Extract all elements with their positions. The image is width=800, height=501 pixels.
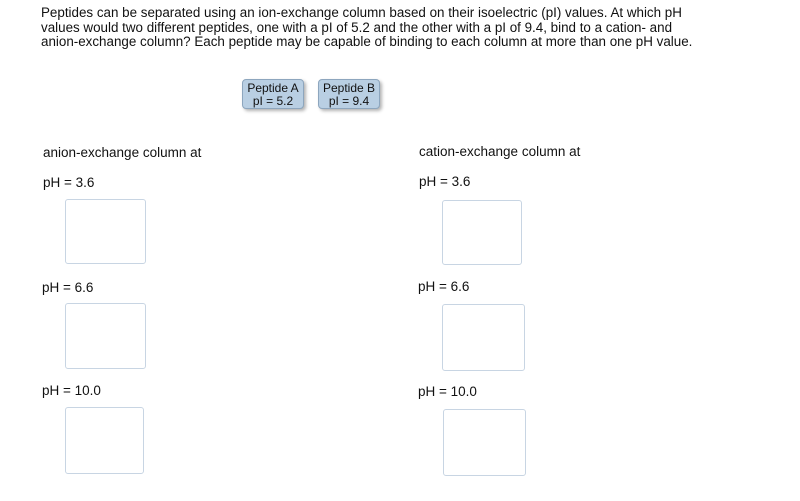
cation-column-heading: cation-exchange column at bbox=[419, 144, 581, 159]
anion-ph-10-0-label: pH = 10.0 bbox=[42, 383, 101, 398]
tile-peptide-b-name: Peptide B bbox=[322, 81, 376, 95]
anion-ph-10-0-drop-target[interactable] bbox=[65, 407, 144, 474]
cation-ph-6-6-label: pH = 6.6 bbox=[418, 279, 470, 294]
cation-ph-6-6-drop-target[interactable] bbox=[442, 304, 525, 371]
anion-ph-6-6-drop-target[interactable] bbox=[65, 303, 146, 369]
question-line-3: anion-exchange column? Each peptide may be capable of binding to each column at more than one pH value. bbox=[41, 34, 693, 49]
question-text bbox=[41, 6, 781, 50]
cation-ph-3-6-drop-target[interactable] bbox=[442, 200, 522, 265]
anion-ph-6-6-label: pH = 6.6 bbox=[42, 280, 94, 295]
question-line-1: Peptides can be separated using an ion-exchange column based on their isoelectric (pI) values. At which pH bbox=[41, 5, 682, 20]
anion-ph-3-6-drop-target[interactable] bbox=[65, 199, 146, 264]
tile-peptide-b-pi: pI = 9.4 bbox=[328, 93, 370, 108]
tile-peptide-a-pi: pI = 5.2 bbox=[252, 93, 294, 108]
question-line-2: values would two different peptides, one with a pI of 5.2 and the other with a pI of 9.4, bind to a cation- and bbox=[41, 19, 673, 35]
cation-ph-10-0-label: pH = 10.0 bbox=[418, 384, 477, 399]
draggable-tile-peptide-a[interactable] bbox=[242, 79, 304, 109]
tile-peptide-a-name: Peptide A bbox=[247, 81, 299, 95]
draggable-tile-peptide-b[interactable] bbox=[318, 79, 380, 109]
cation-ph-3-6-label: pH = 3.6 bbox=[419, 174, 471, 189]
anion-ph-3-6-label: pH = 3.6 bbox=[43, 175, 95, 190]
cation-ph-10-0-drop-target[interactable] bbox=[443, 409, 526, 476]
anion-column-heading: anion-exchange column at bbox=[43, 145, 202, 160]
